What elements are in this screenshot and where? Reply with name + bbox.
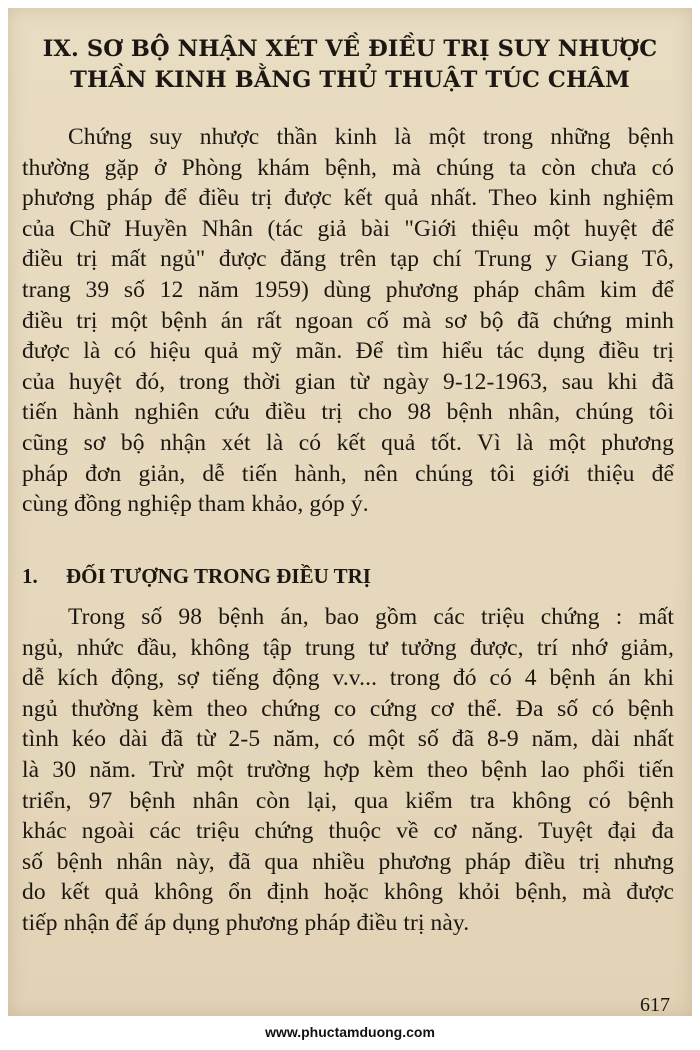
chapter-title-line: IX. SƠ BỘ NHẬN XÉT VỀ ĐIỀU TRỊ SUY NHƯỢC: [42, 36, 658, 62]
text-line: điều trị mất ngủ" được đăng trên tạp chí Trung y Giang Tô,: [22, 246, 674, 273]
text-line: của huyệt đó, trong thời gian từ ngày 9-12-1963, sau khi đã: [22, 368, 674, 395]
text-line: của Chữ Huyền Nhân (tác giả bài "Giới thiệu một huyệt để: [22, 215, 674, 242]
text-line: được là có hiệu quả mỹ mãn. Để tìm hiểu tác dụng điều trị: [22, 338, 674, 365]
text-line: pháp đơn giản, dễ tiến hành, nên chúng tôi giới thiệu để: [22, 460, 674, 487]
text-line: tiến hành nghiên cứu điều trị cho 98 bệnh nhân, chúng tôi: [22, 399, 674, 426]
text-line: thường gặp ở Phòng khám bệnh, mà chúng ta còn chưa có: [22, 154, 674, 181]
text-line: điều trị một bệnh án rất ngoan cố mà sơ bộ đã chứng minh: [22, 307, 674, 334]
text-line: là 30 năm. Trừ một trường hợp kèm theo bệnh lao phổi tiến: [22, 756, 674, 783]
text-line: khác ngoài các triệu chứng thuộc về cơ năng. Tuyệt đại đa: [22, 818, 674, 845]
text-line: ngủ thường kèm theo chứng co cứng cơ thể. Đa số có bệnh: [22, 695, 674, 722]
intro-paragraph: [22, 122, 674, 520]
section-heading: [22, 563, 371, 589]
section-heading-text: ĐỐI TƯỢNG TRONG ĐIỀU TRỊ: [66, 564, 371, 588]
text-line: tình kéo dài đã từ 2-5 năm, có một số đã 8-9 năm, dài nhất: [22, 726, 674, 753]
chapter-title-line: THẦN KINH BẰNG THỦ THUẬT TÚC CHÂM: [70, 67, 630, 93]
text-line: phương pháp để điều trị được kết quả nhất. Theo kinh nghiệm: [22, 185, 674, 212]
text-line: Chứng suy nhược thần kinh là một trong những bệnh: [68, 124, 674, 150]
text-line: cùng đồng nghiệp tham khảo, góp ý.: [22, 491, 369, 518]
text-line: số bệnh nhân này, đã qua nhiều phương pháp điều trị nhưng: [22, 848, 674, 875]
section-number: 1.: [22, 564, 38, 588]
text-line: cũng sơ bộ nhận xét là có kết quả tốt. Vì là một phương: [22, 429, 674, 456]
website-url[interactable]: www.phuctamduong.com: [265, 1024, 435, 1040]
text-line: do kết quả không ổn định hoặc không khỏi bệnh, mà được: [22, 879, 674, 906]
text-line: ngủ, nhức đầu, không tập trung tư tưởng được, trí nhớ giảm,: [22, 634, 674, 661]
section-paragraph: [22, 602, 674, 939]
page-number: 617: [640, 994, 670, 1016]
text-line: tiếp nhận để áp dụng phương pháp điều trị này.: [22, 909, 470, 936]
chapter-title: [18, 34, 682, 96]
text-line: triển, 97 bệnh nhân còn lại, qua kiểm tra không có bệnh: [22, 787, 674, 814]
text-line: dễ kích động, sợ tiếng động v.v... trong đó có 4 bệnh án khi: [22, 665, 674, 692]
book-page: [8, 8, 692, 1016]
text-line: trang 39 số 12 năm 1959) dùng phương pháp châm kim để: [22, 276, 674, 303]
text-line: Trong số 98 bệnh án, bao gồm các triệu chứng : mất: [68, 604, 674, 630]
